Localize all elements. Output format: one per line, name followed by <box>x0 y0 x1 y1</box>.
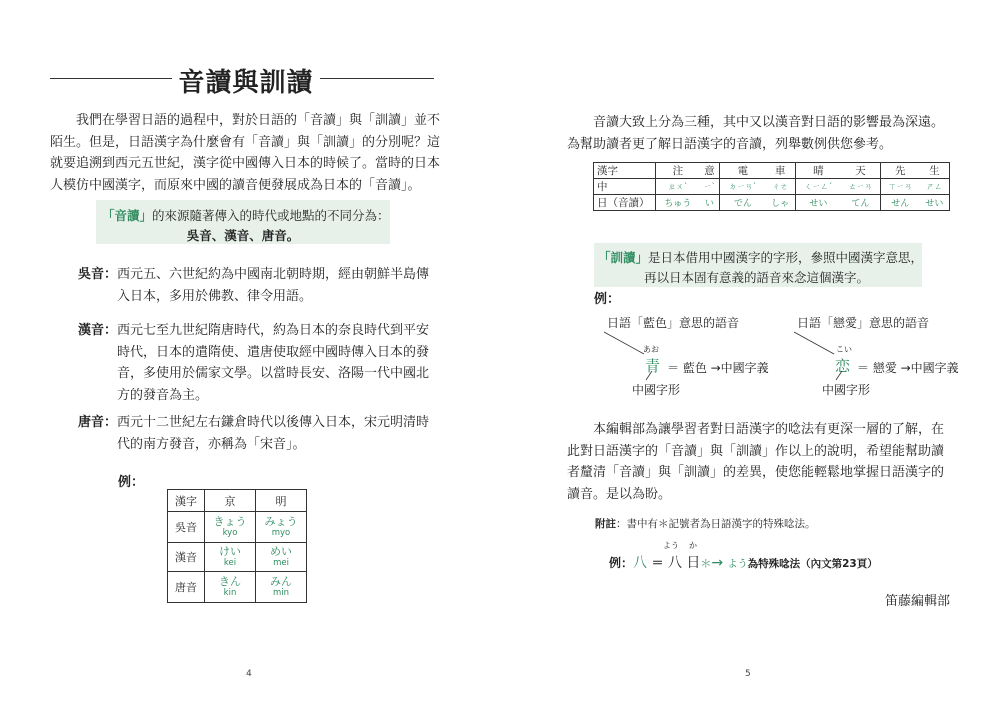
kana: めい <box>270 545 292 558</box>
example2-pointer-line <box>790 330 840 360</box>
row-label: 日（音讀） <box>594 195 656 211</box>
note-kanji-1: 八 <box>633 555 648 571</box>
example2-meaning: ＝ 戀愛 →中國字義 <box>857 361 959 375</box>
table-header: 晴 <box>795 163 841 179</box>
page-number-left: 4 <box>246 669 252 679</box>
romaji: myo <box>271 528 291 538</box>
onyomi-examples-table <box>593 162 950 211</box>
example2-form: 中國字形 <box>822 383 871 397</box>
table-row <box>594 179 950 195</box>
table-row <box>168 512 307 543</box>
table-header: 意 <box>700 163 720 179</box>
table-header: 漢字 <box>168 490 205 512</box>
note-kanji-3: 日 <box>686 555 701 571</box>
example2-ruby: こい <box>836 345 852 354</box>
kana-cell: ちゅう <box>656 195 700 211</box>
zhuyin-cell: ㄊㄧㄢ <box>841 179 880 195</box>
table-header: 京 <box>205 490 256 512</box>
page-number-right: 5 <box>745 669 751 679</box>
romaji: mei <box>273 558 289 568</box>
onyomi-types-table <box>167 489 307 603</box>
def-hanyin <box>78 320 440 406</box>
left-example-label: 例： <box>118 475 145 490</box>
def-tangyin <box>78 412 440 455</box>
romaji: min <box>272 588 290 598</box>
note-desc: 為特殊唸法（內文第23頁） <box>747 558 878 570</box>
example1-meaning: ＝ 藍色 →中國字義 <box>667 361 769 375</box>
kana: きょう <box>213 515 247 528</box>
def-wuyin <box>78 264 440 307</box>
table-header: 漢字 <box>594 163 656 179</box>
kana-cell: せい <box>920 195 950 211</box>
onyomi-box-text: 的來源隨著傳入的時代或地點的不同分為： <box>152 208 390 223</box>
table-row <box>168 543 307 572</box>
table-header: 明 <box>256 490 307 512</box>
zhuyin-cell: ㄧˋ <box>700 179 720 195</box>
kana-cell: でん <box>720 195 766 211</box>
table-row <box>168 572 307 603</box>
note-example-label: 例： <box>609 556 634 570</box>
kana: みょう <box>264 515 298 528</box>
note-kanji-2: 八 <box>667 555 682 571</box>
example1-kanji: 青 <box>645 357 661 375</box>
row-label: 唐音 <box>168 572 205 603</box>
def-sep: ： <box>104 267 118 282</box>
table-header: 車 <box>766 163 796 179</box>
note-text: ：書中有＊記號者為日語漢字的特殊唸法。 <box>616 518 816 530</box>
onyomi-origin-box <box>96 200 390 244</box>
table-row <box>594 195 950 211</box>
note-arrow: → <box>711 555 724 571</box>
note-star: ＊ <box>700 557 712 570</box>
left-intro-paragraph: 我們在學習日語的過程中，對於日語的「音讀」與「訓讀」並不陌生。但是，日語漢字為什麼會有「音讀」與「訓讀」的分別呢？這就要追溯到西元五世紀，漢字從中國傳入日本的時候了。當時的日本人模仿中國漢字，而原來中國的讀音便發展成為日本的「音讀」。 <box>50 113 441 193</box>
romaji: kin <box>223 588 237 598</box>
example1-ruby: あお <box>643 345 659 354</box>
kana-cell: せい <box>795 195 841 211</box>
def-text: 西元五、六世紀約為中國南北朝時期，經由朝鮮半島傳入日本，多用於佛教、律令用語。 <box>117 267 430 304</box>
def-term: 漢音 <box>78 323 105 338</box>
table-header: 電 <box>720 163 766 179</box>
row-label: 中 <box>594 179 656 195</box>
def-text: 西元十二世紀左右鎌倉時代以後傳入日本，宋元明清時代的南方發音，亦稱為「宋音」。 <box>117 415 430 452</box>
zhuyin-cell: ㄑㄧㄥˊ <box>795 179 841 195</box>
example2-kanji: 恋 <box>835 357 851 375</box>
def-sep: ： <box>104 323 118 338</box>
kana: きん <box>219 575 241 588</box>
example1-caption: 日語「藍色」意思的語音 <box>607 316 740 330</box>
title-rule-right <box>320 78 434 79</box>
note <box>595 516 816 531</box>
def-term: 吳音 <box>78 267 105 282</box>
kana: みん <box>270 575 292 588</box>
zhuyin-cell: ㄒㄧㄢ <box>880 179 919 195</box>
kana-cell: しゃ <box>766 195 796 211</box>
def-term: 唐音 <box>78 415 105 430</box>
row-label: 吳音 <box>168 512 205 543</box>
onyomi-types: 吳音、漢音、唐音。 <box>186 228 300 243</box>
kunyomi-term: 「訓讀」 <box>598 250 649 265</box>
kana-cell: せん <box>880 195 919 211</box>
example2-caption: 日語「戀愛」意思的語音 <box>797 316 930 330</box>
right-intro-paragraph: 音讀大致上分為三種，其中又以漢音對日語的影響最為深遠。為幫助讀者更了解日語漢字的音讀，列舉數例供您參考。 <box>567 115 945 152</box>
page-title: 音讀與訓讀 <box>178 68 314 98</box>
romaji: kyo <box>222 528 238 538</box>
zhuyin-cell: ㄔㄜ <box>766 179 796 195</box>
zhuyin-cell: ㄓㄨˋ <box>656 179 700 195</box>
title-rule-left <box>50 78 172 79</box>
table-header: 生 <box>920 163 950 179</box>
note-ruby-1: よう <box>663 541 679 550</box>
table-header: 先 <box>880 163 919 179</box>
table-header: 注 <box>656 163 700 179</box>
closing-paragraph: 本編輯部為讓學習者對日語漢字的唸法有更深一層的了解，在此對日語漢字的「音讀」與「訓讀」作以上的說明，希望能幫助讀者釐清「音讀」與「訓讀」的差異，使您能輕鬆地掌握日語漢字的讀音。是以為盼。 <box>567 422 945 502</box>
kana-cell: い <box>700 195 720 211</box>
kana-cell: てん <box>841 195 880 211</box>
signature: 笛藤編輯部 <box>885 594 951 609</box>
table-header: 天 <box>841 163 880 179</box>
def-text: 西元七至九世紀隋唐時代，約為日本的奈良時代到平安時代，日本的遣隋使、遣唐使取經中國時傳入日本的發音，多使用於儒家文學。以當時長安、洛陽一代中國北方的發音為主。 <box>117 323 430 403</box>
onyomi-term: 「音讀」 <box>102 208 153 223</box>
kana: けい <box>219 545 241 558</box>
note-example <box>609 552 878 572</box>
romaji: kei <box>223 558 237 568</box>
note-label: 附註 <box>595 518 616 530</box>
example1-form: 中國字形 <box>632 383 681 397</box>
kunyomi-box-text: 是日本借用中國漢字的字形，參照中國漢字意思， <box>648 250 924 265</box>
kunyomi-box <box>594 243 922 287</box>
zhuyin-cell: ㄉㄧㄢˋ <box>720 179 766 195</box>
note-kana: よう <box>727 559 748 570</box>
row-label: 漢音 <box>168 543 205 572</box>
zhuyin-cell: ㄕㄥ <box>920 179 950 195</box>
right-example-label: 例： <box>594 292 621 307</box>
note-ruby-2: か <box>689 541 697 550</box>
note-equals: ＝ <box>651 556 664 570</box>
kunyomi-box-line2: 再以日本固有意義的語音來念這個漢字。 <box>644 270 870 285</box>
def-sep: ： <box>104 415 118 430</box>
